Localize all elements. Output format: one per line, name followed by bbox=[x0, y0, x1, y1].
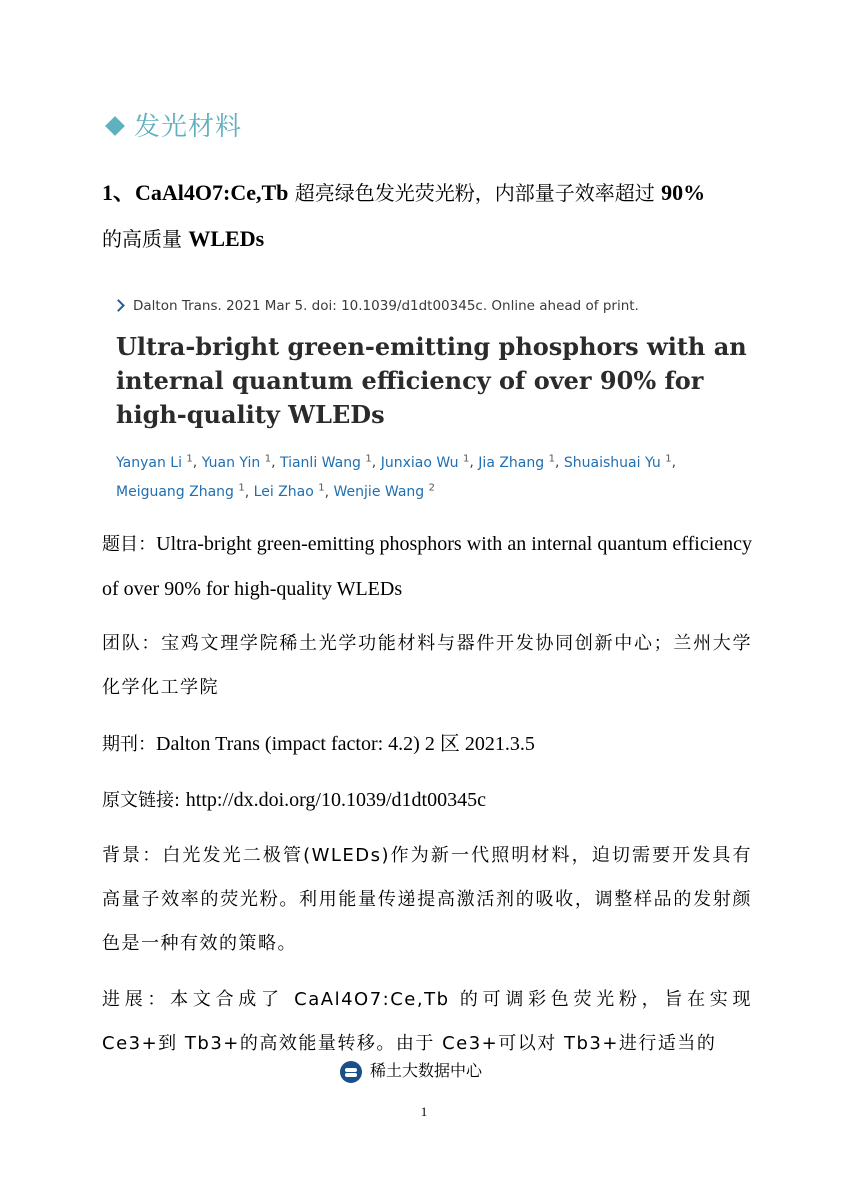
author-affiliation-number: 2 bbox=[428, 482, 435, 494]
author-affiliation-number: 1 bbox=[238, 482, 245, 494]
paper-header-screenshot bbox=[112, 292, 752, 512]
author-link[interactable] bbox=[334, 484, 435, 500]
link-label: 原文链接: bbox=[102, 790, 186, 811]
author-separator: , bbox=[671, 454, 677, 471]
author-affiliation-number: 1 bbox=[463, 453, 470, 464]
progress-value: 本文合成了 CaAl4O7:Ce,Tb 的可调彩色荧光粉，旨在实现 Ce3+到 Tb3+的高效能量转移。由于 Ce3+可以对 Tb3+进行适当的 bbox=[102, 989, 753, 1054]
citation-line bbox=[112, 298, 639, 314]
author-separator: , bbox=[554, 454, 564, 471]
diamond-icon bbox=[105, 116, 125, 136]
author-separator: , bbox=[324, 484, 334, 501]
author-separator: , bbox=[469, 454, 479, 471]
author-link[interactable] bbox=[116, 455, 193, 471]
citation-text: Dalton Trans. 2021 Mar 5. doi: 10.1039/d1dt00345c. Online ahead of print. bbox=[133, 298, 639, 314]
author-list bbox=[116, 446, 716, 505]
footer-brand-text: 稀土大数据中心 bbox=[370, 1061, 483, 1080]
author-name[interactable]: Wenjie Wang bbox=[333, 484, 425, 501]
author-separator: , bbox=[271, 454, 280, 471]
paper-title: Ultra-bright green-emitting phosphors with an internal quantum efficiency of over 90% for high-quality WLEDs bbox=[116, 332, 747, 429]
section-heading-text: 发光材料 bbox=[134, 112, 243, 142]
author-link[interactable] bbox=[254, 484, 325, 500]
author-name[interactable]: Meiguang Zhang bbox=[116, 484, 234, 501]
author-link[interactable] bbox=[116, 484, 245, 500]
team-value: 宝鸡文理学院稀土光学功能材料与器件开发协同创新中心；兰州大学化学化工学院 bbox=[102, 633, 752, 698]
section-heading bbox=[102, 106, 242, 143]
background-label: 背景： bbox=[102, 845, 163, 866]
article-title-formula: CaAl4O7:Ce,Tb bbox=[135, 180, 289, 205]
article-title-cn-2: 的高质量 bbox=[102, 227, 189, 251]
author-link[interactable] bbox=[280, 455, 372, 471]
footer-brand bbox=[340, 1058, 482, 1083]
author-affiliation-number: 1 bbox=[548, 453, 555, 464]
author-affiliation-number: 1 bbox=[186, 453, 193, 464]
progress-paragraph bbox=[102, 978, 752, 1066]
author-affiliation-number: 1 bbox=[264, 453, 272, 464]
author-name[interactable]: Shuaishuai Yu bbox=[563, 454, 661, 471]
author-separator: , bbox=[244, 484, 254, 501]
author-affiliation-number: 1 bbox=[318, 482, 325, 494]
journal-paragraph bbox=[102, 722, 752, 767]
author-separator: , bbox=[371, 454, 381, 471]
journal-label: 期刊： bbox=[102, 734, 156, 755]
author-link[interactable] bbox=[381, 455, 470, 471]
author-affiliation-number: 1 bbox=[665, 453, 672, 464]
article-title-pct: 90% bbox=[661, 180, 706, 205]
author-name[interactable]: Yanyan Li bbox=[116, 454, 182, 471]
background-paragraph bbox=[102, 834, 752, 966]
author-name[interactable]: Tianli Wang bbox=[279, 454, 361, 471]
brand-logo-icon bbox=[340, 1061, 362, 1083]
topic-paragraph bbox=[102, 522, 752, 611]
author-link[interactable] bbox=[564, 455, 672, 471]
chevron-right-icon bbox=[112, 299, 125, 312]
author-name[interactable]: Jia Zhang bbox=[478, 454, 545, 471]
page-number: 1 bbox=[420, 1104, 428, 1119]
article-title-cn-1: 超亮绿色发光荧光粉，内部量子效率超过 bbox=[288, 181, 662, 205]
team-paragraph bbox=[102, 622, 752, 710]
author-affiliation-number: 1 bbox=[365, 453, 372, 464]
article-title bbox=[102, 170, 762, 262]
team-label: 团队： bbox=[102, 633, 162, 654]
topic-label: 题目： bbox=[102, 534, 157, 555]
progress-label: 进展： bbox=[102, 989, 171, 1010]
author-link[interactable] bbox=[478, 455, 555, 471]
journal-value: Dalton Trans (impact factor: 4.2) 2 区 2021.3.5 bbox=[156, 733, 535, 755]
author-link[interactable] bbox=[202, 455, 271, 471]
link-value[interactable]: http://dx.doi.org/10.1039/d1dt00345c bbox=[185, 789, 486, 811]
article-number: 1、 bbox=[102, 180, 136, 205]
article-title-tail: WLEDs bbox=[188, 226, 265, 251]
author-separator: , bbox=[192, 454, 202, 471]
author-name[interactable]: Lei Zhao bbox=[253, 484, 314, 501]
author-name[interactable]: Junxiao Wu bbox=[380, 454, 459, 471]
author-name[interactable]: Yuan Yin bbox=[201, 454, 261, 471]
link-paragraph bbox=[102, 778, 752, 823]
topic-value: Ultra-bright green-emitting phosphors with an internal quantum efficiency of over 90% for high-quality WLEDs bbox=[102, 533, 753, 600]
background-value: 白光发光二极管(WLEDs)作为新一代照明材料，迫切需要开发具有高量子效率的荧光粉。利用能量传递提高激活剂的吸收，调整样品的发射颜色是一种有效的策略。 bbox=[102, 845, 753, 954]
